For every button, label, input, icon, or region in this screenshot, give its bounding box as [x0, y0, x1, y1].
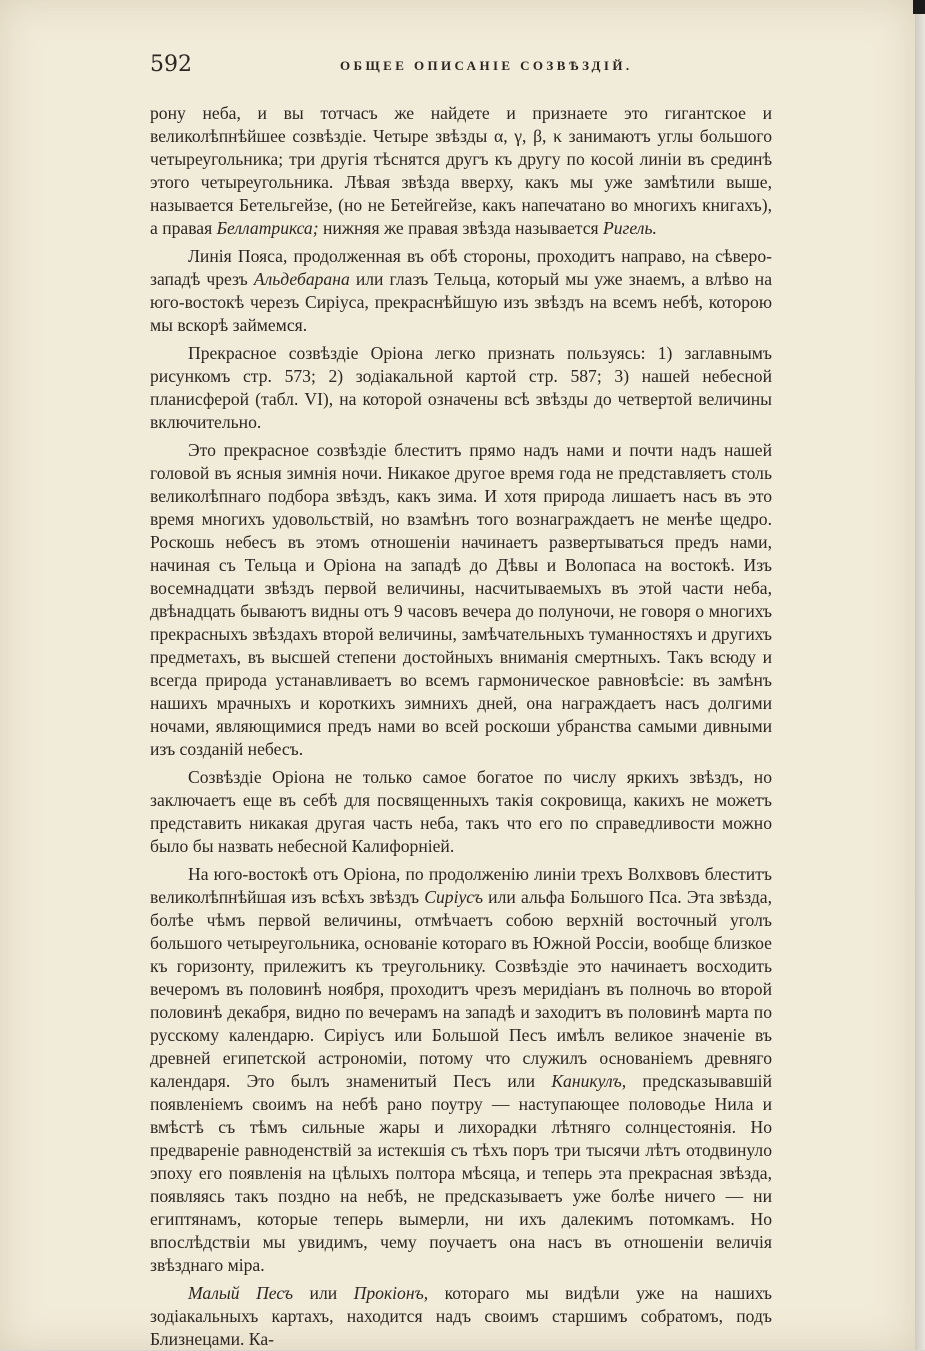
text-run: Созвѣздіе Оріона не только самое богатое по числу яркихъ звѣздъ, но заключаетъ еще въ себѣ для посвященныхъ такія сокровища, какихъ не можетъ представить никакая другая часть неба, такъ что его по справедливости можно было бы назвать небесной Калифорніей.: [150, 767, 772, 856]
text-run: предсказывавшій появленіемъ своимъ на небѣ рано поутру — наступающее половодье Нила и вмѣстѣ съ тѣмъ сильные жары и лихорадки лѣтняго солнцестоянія. Но предвареніе равноденствій за истекшія съ тѣхъ поръ три тысячи лѣтъ отодвинуло эпоху его появленія на цѣлыхъ полтора мѣсяца, и теперь эта прекрасная звѣзда, появляясь такъ поздно на небѣ, не предсказываетъ уже болѣе ничего — ни египтянамъ, которые теперь вымерли, ни ихъ далекимъ потомкамъ. Но впослѣдствіи мы увидимъ, чему поучаетъ она насъ въ отношеніи величія звѣзднаго міра.: [150, 1071, 772, 1275]
body-text: [150, 102, 772, 1351]
text-run: котораго мы видѣли уже на нашихъ зодіакальныхъ картахъ, находится надъ своимъ старшимъ собратомъ, подъ Близнецами. Ка-: [150, 1283, 772, 1349]
text-run: или: [293, 1283, 354, 1303]
paragraph: [150, 1282, 772, 1351]
paragraph: [150, 439, 772, 761]
page-header: [150, 52, 770, 80]
paragraph: [150, 342, 772, 434]
paragraph: [150, 245, 772, 337]
scan-corner-mark: [913, 0, 925, 14]
paragraph: [150, 102, 772, 240]
text-run: Это прекрасное созвѣздіе блеститъ прямо надъ нами и почти надъ нашей головой въ ясныя зимнія ночи. Никакое другое время года не представляетъ столь великолѣпнаго подбора звѣздъ, какъ зима. И хотя природа лишаетъ насъ въ это время многихъ удовольствій, но взамѣнъ того вознаграждаетъ не менѣе щедро. Роскошь небесъ въ этомъ отношеніи начинаетъ развертываться предъ нами, начиная съ Тельца и Оріона на западѣ до Дѣвы и Волопаса на востокѣ. Изъ восемнадцати звѣздъ первой величины, насчитываемыхъ въ этой части неба, двѣнадцать бываютъ видны отъ 9 часовъ вечера до полуночи, не говоря о многихъ прекрасныхъ звѣздахъ второй величины, замѣчательныхъ туманностяхъ и другихъ предметахъ, въ высшей степени достойныхъ вниманія смертныхъ. Такъ всюду и всегда природа устанавливаетъ во всемъ гармоническое равновѣсіе: въ замѣнъ нашихъ мрачныхъ и короткихъ зимнихъ дней, она награждаетъ насъ долгими ночами, являющимися предъ нами во всей роскоши убранства самыми дивными изъ созданій небесъ.: [150, 440, 772, 759]
constellation-name-canis-minor: Малый Песъ: [188, 1283, 294, 1303]
text-run: Прекрасное созвѣздіе Оріона легко признать пользуясь: 1) заглавнымъ рисункомъ стр. 573; 2) зодіакальной картой стр. 587; 3) нашей небесной планисферой (табл. VI), на которой означены всѣ звѣзды до четвертой величины включительно.: [150, 343, 772, 432]
star-name-canicula: Каникулъ,: [551, 1071, 627, 1091]
text-run: или глазъ Тельца, который мы уже знаемъ, а влѣво на юго-востокѣ черезъ Сиріуса, прекраснѣйшую изъ звѣздъ на всемъ небѣ, которою мы вскорѣ займемся.: [150, 269, 773, 335]
text-run: На юго-востокѣ отъ Оріона, по продолженію линіи трехъ Волхвовъ блеститъ великолѣпнѣйшая изъ всѣхъ звѣздъ: [150, 864, 772, 907]
star-name-rigel: Ригель.: [603, 218, 657, 238]
star-name-sirius: Сиріусъ: [424, 887, 483, 907]
paragraph: [150, 863, 772, 1277]
text-run: или альфа Большого Пса. Эта звѣзда, болѣе чѣмъ первой величины, отмѣчаетъ собою верхній восточный уголъ большого четыреугольника, основаніе котораго въ Южной Россіи, вообще близкое къ горизонту, прилежитъ къ треугольнику. Созвѣздіе это начинаетъ восходить вечеромъ въ половинѣ ноября, проходитъ чрезъ меридіанъ въ полночь во второй половинѣ декабря, видно по вечерамъ на западѣ и заходитъ въ половинѣ марта по русскому календарю. Сиріусъ или Большой Песъ имѣлъ великое значеніе въ древней египетской астрономіи, потому что служилъ основаніемъ древняго календаря. Это былъ знаменитый Песъ или: [150, 887, 772, 1091]
star-name-bellatrix: Беллатрикса;: [216, 218, 319, 238]
star-name-procyon: Прокіонъ,: [353, 1283, 429, 1303]
text-run: рону неба, и вы тотчасъ же найдете и признаете это гигантское и великолѣпнѣйшее созвѣздіе. Четыре звѣзды α, γ, β, κ занимаютъ углы большого четыреугольника; три другія тѣснятся другъ къ другу по косой линіи въ срединѣ этого четыреугольника. Лѣвая звѣзда вверху, какъ мы уже замѣтили выше, называется Бетельгейзе, (но не Бетейгейзе, какъ напечатано во многихъ книгахъ), а правая: [150, 103, 772, 238]
paragraph: [150, 766, 772, 858]
star-name-aldebaran: Альдебарана: [253, 269, 350, 289]
scan-edge: [915, 0, 925, 1350]
running-head: ОБЩЕЕ ОПИСАНІЕ СОЗВѢЗДІЙ.: [340, 58, 633, 73]
page-number: 592: [150, 52, 192, 77]
text-run: нижняя же правая звѣзда называется: [318, 218, 603, 238]
text-run: Линія Пояса, продолженная въ обѣ стороны, проходитъ направо, на сѣверо-западѣ чрезъ: [150, 246, 772, 289]
